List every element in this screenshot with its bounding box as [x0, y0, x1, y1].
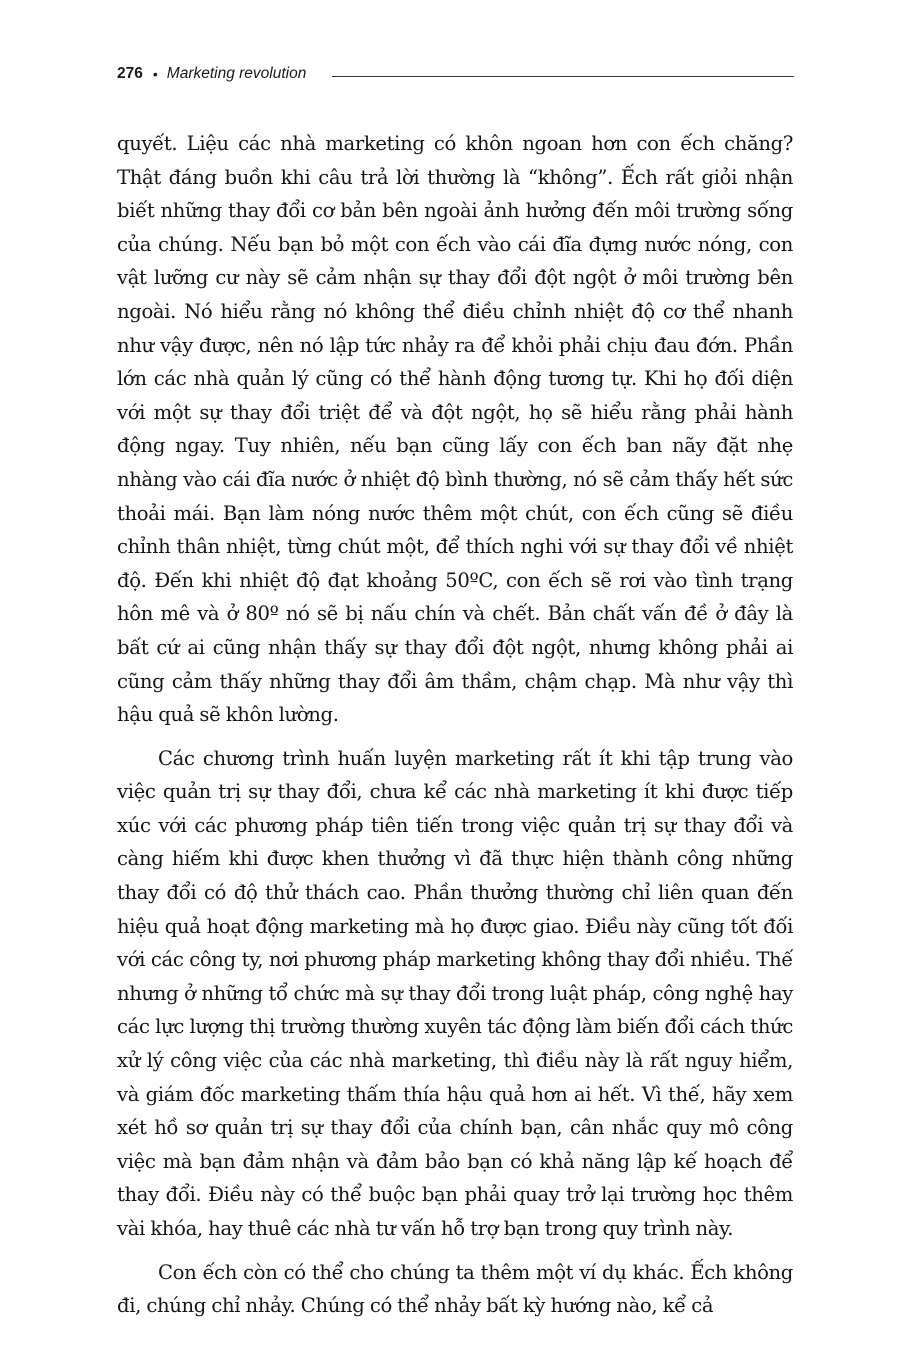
paragraph-1: quyết. Liệu các nhà marketing có khôn ngoan hơn con ếch chăng? Thật đáng buồn khi câu trả lời thường là “không”. Ếch rất giỏi nhận biết những thay đổi cơ bản bên ngoài ảnh hưởng đến môi trường sống của chúng. Nếu bạn bỏ một con ếch vào cái đĩa đựng nước nóng, con vật lưỡng cư này sẽ cảm nhận sự thay đổi đột ngột ở môi trường bên ngoài. Nó hiểu rằng nó không thể điều chỉnh nhiệt độ cơ thể nhanh như vậy được, nên nó lập tức nhảy ra để khỏi phải chịu đau đớn. Phần lớn các nhà quản lý cũng có thể hành động tương tự. Khi họ đối diện với một sự thay đổi triệt để và đột ngột, họ sẽ hiểu rằng phải hành động ngay. Tuy nhiên, nếu bạn cũng lấy con ếch ban nãy đặt nhẹ nhàng vào cái đĩa nước ở nhiệt độ bình thường, nó sẽ cảm thấy hết sức thoải mái. Bạn làm nóng nước thêm một chút, con ếch cũng sẽ điều chỉnh thân nhiệt, từng chút một, để thích nghi với sự thay đổi về nhiệt độ. Đến khi nhiệt độ đạt khoảng 50ºC, con ếch sẽ rơi vào tình trạng hôn mê và ở 80º nó sẽ bị nấu chín và chết. Bản chất vấn đề ở đây là bất cứ ai cũng nhận thấy sự thay đổi đột ngột, nhưng không phải ai cũng cảm thấy những thay đổi âm thầm, chậm chạp. Mà như vậy thì hậu quả sẽ khôn lường.: [117, 132, 793, 727]
header-bullet: •: [152, 66, 158, 82]
book-title: Marketing revolution: [166, 65, 307, 82]
paragraph-2: Các chương trình huấn luyện marketing rất ít khi tập trung vào việc quản trị sự thay đổi, chưa kể các nhà marketing ít khi được tiếp xúc với các phương pháp tiên tiến trong việc quản trị sự thay đổi và càng hiếm khi được khen thưởng vì đã thực hiện thành công những thay đổi có độ thử thách cao. Phần thưởng thường chỉ liên quan đến hiệu quả hoạt động marketing mà họ được giao. Điều này cũng tốt đối với các công ty, nơi phương pháp marketing không thay đổi nhiều. Thế nhưng ở những tổ chức mà sự thay đổi trong luật pháp, công nghệ hay các lực lượng thị trường thường xuyên tác động làm biến đổi cách thức xử lý công việc của các nhà marketing, thì điều này là rất nguy hiểm, và giám đốc marketing thấm thía hậu quả hơn ai hết. Vì thế, hãy xem xét hồ sơ quản trị sự thay đổi của chính bạn, cân nhắc quy mô công việc mà bạn đảm nhận và đảm bảo bạn có khả năng lập kế hoạch để thay đổi. Điều này có thể buộc bạn phải quay trở lại trường học thêm vài khóa, hay thuê các nhà tư vấn hỗ trợ bạn trong quy trình này.: [117, 746, 793, 1240]
paragraph-3: Con ếch còn có thể cho chúng ta thêm một ví dụ khác. Ếch không đi, chúng chỉ nhảy. Chúng có thể nhảy bất kỳ hướng nào, kể cả: [117, 1260, 793, 1318]
header-rule: [332, 76, 794, 77]
running-header: [117, 60, 794, 88]
page-number: 276: [117, 65, 143, 82]
body-text: [117, 127, 793, 1323]
